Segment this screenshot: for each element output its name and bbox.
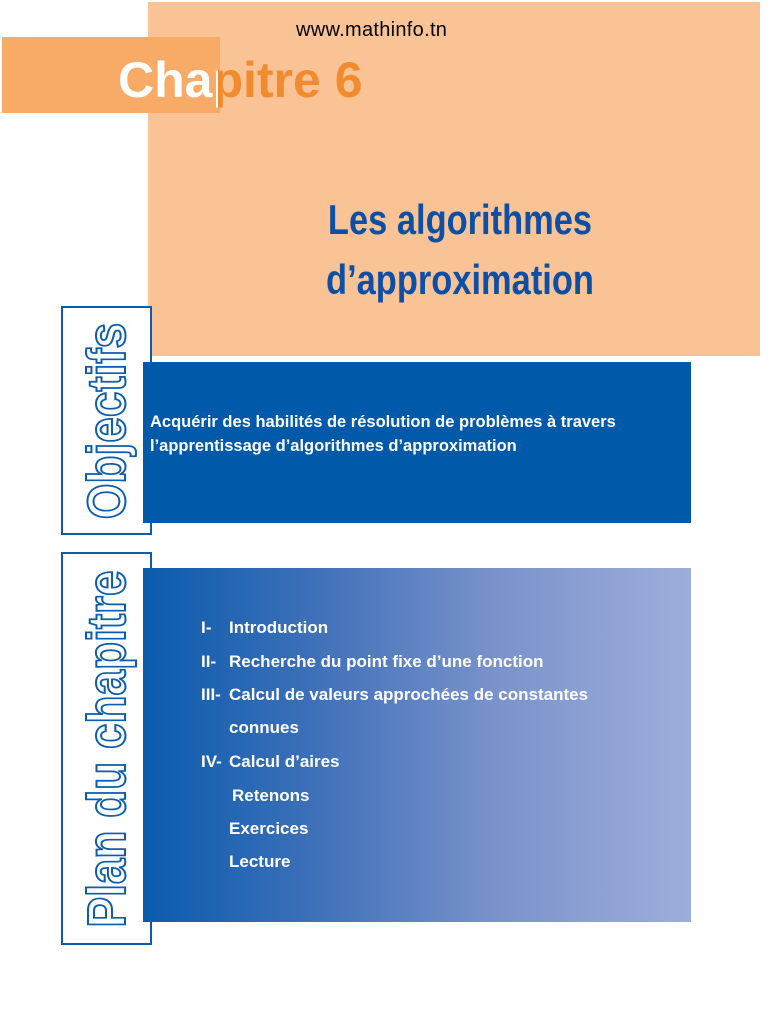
title-line-1: Les algorithmes bbox=[327, 196, 593, 243]
chapter-main-title bbox=[304, 190, 616, 310]
plan-item-label: Lecture bbox=[229, 852, 291, 871]
plan-item-label: Introduction bbox=[229, 618, 329, 637]
objectifs-label: Objectifs bbox=[76, 322, 137, 519]
objectifs-text: Acquérir des habilités de résolution de problèmes à travers l’apprentissage d’algorithmes d’approximation bbox=[150, 413, 616, 455]
plan-item-label: Retenons bbox=[232, 786, 310, 805]
plan-item-label: Calcul d’aires bbox=[229, 752, 340, 771]
plan-item-label: connues bbox=[229, 718, 299, 737]
plan-item-number: I- bbox=[201, 618, 212, 637]
plan-label: Plan du chapitre bbox=[76, 569, 137, 928]
plan-item-number: IV- bbox=[201, 752, 222, 771]
plan-panel bbox=[143, 568, 691, 922]
objectifs-panel bbox=[143, 362, 691, 523]
plan-item-label: Calcul de valeurs approchées de constantes bbox=[229, 685, 589, 704]
plan-item-label: Recherche du point fixe d’une fonction bbox=[229, 652, 544, 671]
plan-item-number: III- bbox=[201, 685, 221, 704]
objectifs-tab bbox=[61, 306, 152, 535]
plan-item-number: II- bbox=[201, 652, 217, 671]
title-line-2: d’approximation bbox=[326, 256, 594, 303]
site-url[interactable]: www.mathinfo.tn bbox=[296, 19, 448, 41]
plan-item-label: Exercices bbox=[229, 819, 309, 838]
chapter-title: Chapitre 6 bbox=[118, 52, 363, 108]
plan-tab bbox=[61, 552, 152, 945]
